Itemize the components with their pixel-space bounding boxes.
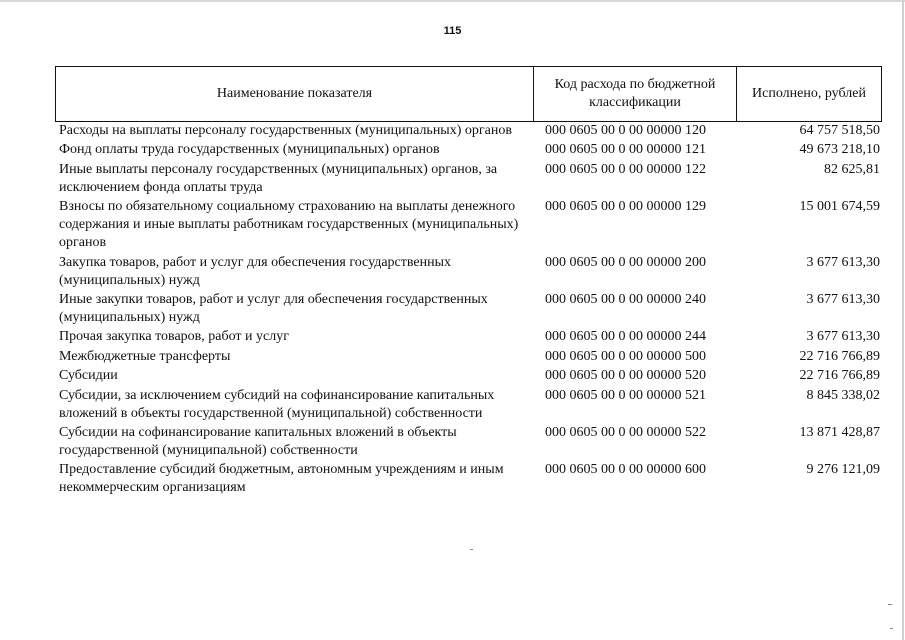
row-amount: 3 677 613,30: [806, 291, 880, 307]
row-code: 000 0605 00 0 00 00000 500: [545, 348, 706, 364]
row-name: Субсидии, за исключением субсидий на софинансирование капитальных вложений в объекты государственной (муниципальной) собственности: [59, 387, 495, 421]
row-amount: 49 673 218,10: [799, 142, 880, 158]
table-row: [55, 141, 882, 159]
row-name: Предоставление субсидий бюджетным, автономным учреждениям и иным некоммерческим организациям: [59, 462, 504, 496]
table-row: [55, 461, 882, 497]
row-amount: 3 677 613,30: [806, 254, 880, 270]
row-code: 000 0605 00 0 00 00000 521: [545, 387, 706, 403]
table-row: [55, 122, 882, 140]
row-name: Закупка товаров, работ и услуг для обеспечения государственных (муниципальных) нужд: [59, 254, 452, 288]
row-code: 000 0605 00 0 00 00000 520: [545, 368, 706, 384]
table-header: [55, 66, 882, 122]
row-code: 000 0605 00 0 00 00000 244: [545, 329, 706, 345]
row-name: Фонд оплаты труда государственных (муниципальных) органов: [59, 142, 440, 158]
table-row: [55, 367, 882, 385]
row-amount: 9 276 121,09: [806, 462, 880, 478]
row-amount: 22 716 766,89: [799, 348, 880, 364]
table-row: [55, 291, 882, 327]
table-body: [55, 122, 882, 499]
row-name: Иные закупки товаров, работ и услуг для обеспечения государственных (муниципальных) нужд: [59, 291, 488, 325]
row-name: Субсидии на софинансирование капитальных вложений в объекты государственной (муниципальной) собственности: [59, 424, 457, 458]
row-code: 000 0605 00 0 00 00000 120: [545, 123, 706, 138]
row-name: Прочая закупка товаров, работ и услуг: [59, 329, 289, 345]
header-amount: Исполнено, рублей: [752, 86, 866, 101]
row-amount: 82 625,81: [824, 161, 880, 177]
scan-speck: [888, 604, 892, 605]
scan-speck: [470, 549, 473, 550]
row-code: 000 0605 00 0 00 00000 200: [545, 254, 706, 270]
row-name: Взносы по обязательному социальному страхованию на выплаты денежного содержания и иные выплаты работникам государственных (муниципальных) органов: [59, 199, 519, 251]
row-name: Расходы на выплаты персоналу государственных (муниципальных) органов: [59, 123, 512, 138]
row-amount: 13 871 428,87: [799, 424, 880, 440]
table-row: [55, 198, 882, 252]
header-code: Код расхода по бюджетной классификации: [534, 67, 737, 121]
row-code: 000 0605 00 0 00 00000 129: [545, 199, 706, 215]
row-amount: 3 677 613,30: [806, 329, 880, 345]
row-code: 000 0605 00 0 00 00000 240: [545, 291, 706, 307]
table-row: [55, 387, 882, 423]
row-name: Субсидии: [59, 368, 118, 384]
row-code: 000 0605 00 0 00 00000 122: [545, 161, 706, 177]
scan-edge-right: [902, 0, 904, 640]
row-amount: 15 001 674,59: [799, 199, 880, 215]
row-code: 000 0605 00 0 00 00000 522: [545, 424, 706, 440]
row-amount: 64 757 518,50: [799, 123, 880, 138]
scan-edge-top: [0, 0, 905, 2]
table-row: [55, 328, 882, 346]
table-row: [55, 161, 882, 197]
row-amount: 22 716 766,89: [799, 368, 880, 384]
table-row: [55, 424, 882, 460]
row-amount: 8 845 338,02: [806, 387, 880, 403]
scan-speck: [890, 628, 893, 629]
page-number: 115: [443, 25, 462, 37]
row-code: 000 0605 00 0 00 00000 600: [545, 462, 706, 478]
header-name: Наименование показателя: [56, 67, 534, 121]
table-row: [55, 254, 882, 290]
row-name: Межбюджетные трансферты: [59, 348, 231, 364]
row-code: 000 0605 00 0 00 00000 121: [545, 142, 706, 158]
row-name: Иные выплаты персоналу государственных (муниципальных) органов, за исключением фонда оплаты труда: [59, 161, 498, 195]
table-row: [55, 348, 882, 366]
